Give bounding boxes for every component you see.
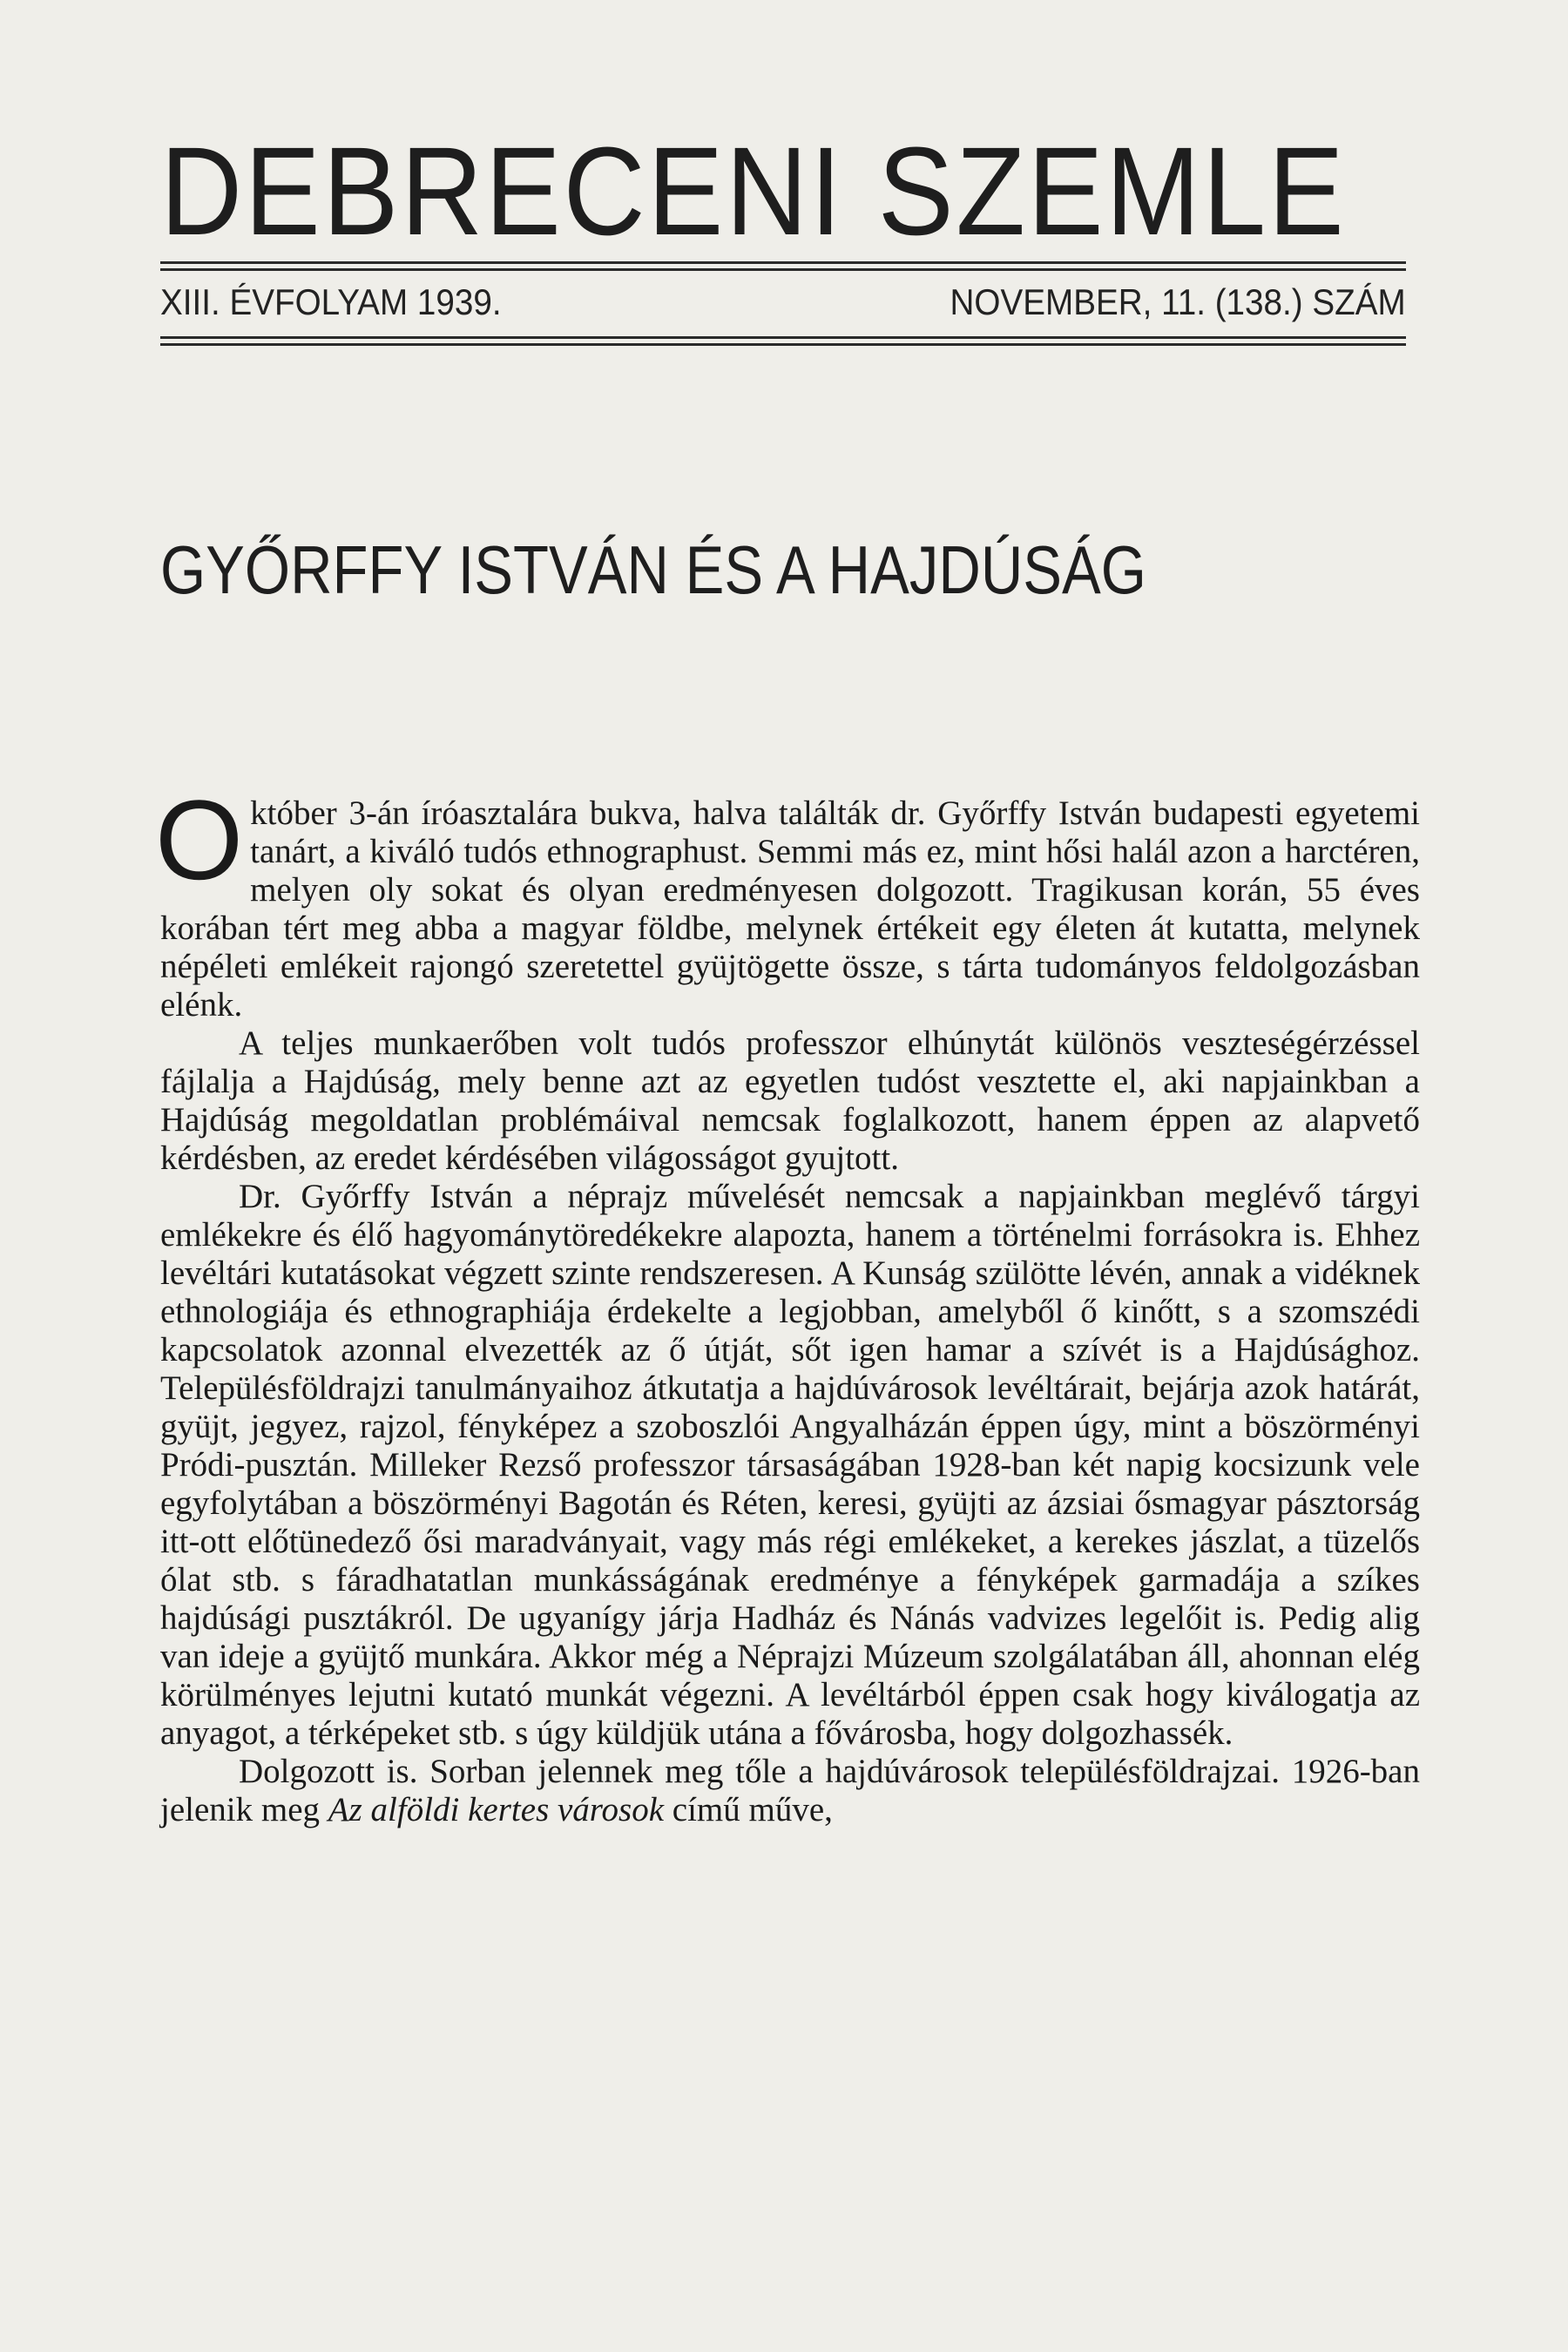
paragraph-3: Dr. Győrffy István a néprajz művelését nemcsak a napjainkban meglévő tárgyi emlékekre és élő hagyománytöredékekre alapozta, hanem a történelmi forrásokra is. Ehhez levéltári kutatásokat végzett szinte rendszeresen. A Kunság szülötte lévén, annak a vidéknek ethnologiája és ethnographiája érdekelte a legjobban, amelyből ő kinőtt, s a szomszédi kapcsolatok azonnal elvezették az ő útját, sőt igen hamar a szívét is a Hajdúsághoz. Településföldrajzi tanulmányaihoz átkutatja a hajdúvárosok levéltárait, bejárja azok határát, gyüjt, jegyez, rajzol, fényképez a szoboszlói Angyalházán éppen úgy, mint a böszörményi Pródi-pusztán. Milleker Rezső professzor társaságában 1928-ban két napig kocsizunk vele egyfolytában a böszörményi Bagotán és Réten, keresi, gyüjti az ázsiai ősmagyar pásztorság itt-ott előtünedező ősi maradványait, vagy más régi emlékeket, a kerekes jászlat, a tüzelős ólat stb. s fáradhatatlan munkásságának eredménye a fényképek garmadája a szíkes hajdúsági pusztákról. De ugyanígy járja Hadház és Nánás vadvizes legelőit is. Pedig alig van ideje a gyüjtő munkára. Akkor még a Néprajzi Múzeum szolgálatában áll, ahonnan elég körülményes lejutni kutató munkát végezni. A levéltárból éppen csak hogy kiválogatja az anyagot, a térképeket stb. s úgy küldjük utána a fővárosba, hogy dolgozhassék. [160, 1178, 1420, 1752]
paragraph-4-tail: című műve, [664, 1791, 833, 1828]
paragraph-4-text: Dolgozott is. Sorban jelennek meg tőle a hajdúvárosok településföldrajzai. 1926-ban jelenik meg [160, 1753, 1420, 1828]
book-title: Az alföldi kertes városok [328, 1791, 665, 1828]
article-title: GYŐRFFY ISTVÁN ÉS A HAJDÚSÁG [160, 531, 1146, 608]
drop-cap: O [155, 776, 244, 903]
masthead [160, 121, 1406, 322]
volume-year: XIII. ÉVFOLYAM 1939. [160, 281, 502, 322]
paragraph-4 [160, 1753, 1420, 1829]
article-body [155, 776, 1420, 1829]
paragraph-1-text: któber 3-án íróasztalára bukva, halva találták dr. Győrffy István budapesti egyetemi tanárt, a kiváló tudós ethnographust. Semmi más ez, mint hősi halál azon a harctéren, melyen oly sokat és olyan eredményesen dolgozott. Tragikusan korán, 55 éves korában tért meg abba a magyar földbe, melynek értékeit egy életen át kutatta, melynek népéleti emlékeit rajongó szeretettel gyüjtögette össze, s tárta tudományos feldolgozásban elénk. [160, 794, 1420, 1024]
issue-number: NOVEMBER, 11. (138.) SZÁM [950, 281, 1406, 322]
journal-title: DEBRECENI SZEMLE [160, 121, 1347, 261]
masthead-rule-top [160, 261, 1406, 272]
paragraph-1 [155, 776, 1420, 1024]
masthead-rule-bottom [160, 336, 1406, 347]
paragraph-2: A teljes munkaerőben volt tudós professzor elhúnytát különös veszteségérzéssel fájlalja a Hajdúság, mely benne azt az egyetlen tudóst vesztette el, aki napjainkban a Hajdúság megoldatlan problémáival nemcsak foglalkozott, hanem éppen az alapvető kérdésben, az eredet kérdésében világosságot gyujtott. [160, 1024, 1420, 1177]
